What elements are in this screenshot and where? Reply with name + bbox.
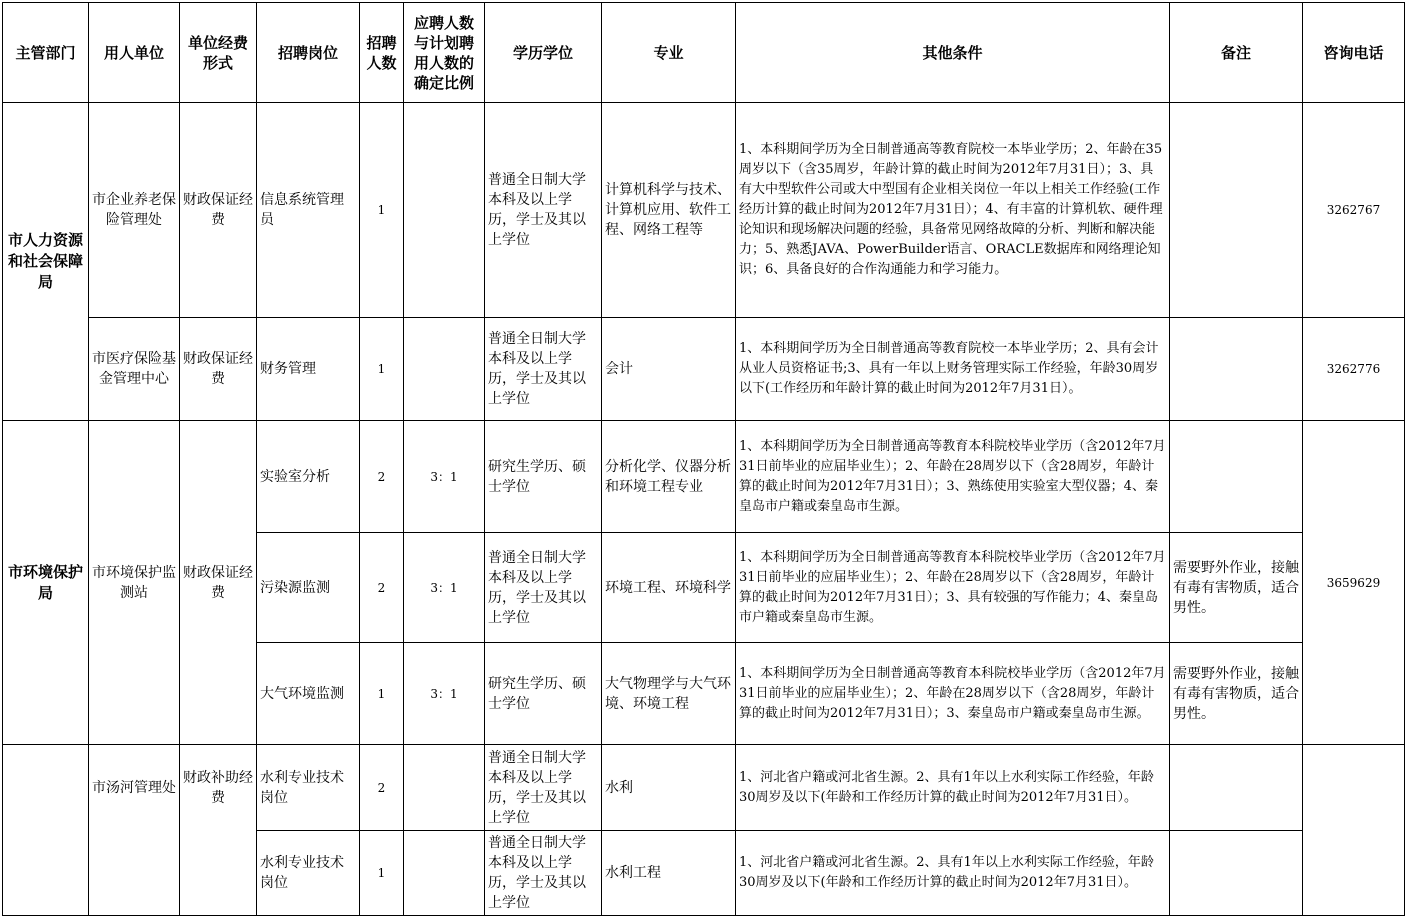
dept-cell: 市环境保护局 <box>3 421 89 745</box>
dept-cell <box>3 745 89 916</box>
header-phone: 咨询电话 <box>1303 3 1405 103</box>
header-position: 招聘岗位 <box>257 3 360 103</box>
table-row <box>3 421 1405 533</box>
position-cell: 实验室分析 <box>257 421 360 533</box>
major-cell: 水利 <box>602 745 736 831</box>
ratio-cell: 3：1 <box>404 421 485 533</box>
education-cell: 研究生学历、硕士学位 <box>485 421 602 533</box>
header-dept: 主管部门 <box>3 3 89 103</box>
unit-cell: 市环境保护监测站 <box>89 421 180 745</box>
phone-cell: 3262767 <box>1303 103 1405 318</box>
table-row <box>3 831 1405 916</box>
remarks-cell: 需要野外作业，接触有毒有害物质，适合男性。 <box>1170 643 1303 745</box>
ratio-cell: 3：1 <box>404 533 485 643</box>
conditions-cell: 1、河北省户籍或河北省生源。2、具有1年以上水利实际工作经验，年龄30周岁及以下(年龄和工作经历计算的截止时间为2012年7月31日）。 <box>736 745 1170 831</box>
unit-cell: 市企业养老保险管理处 <box>89 103 180 318</box>
count-cell: 1 <box>360 831 404 916</box>
remarks-cell <box>1170 318 1303 421</box>
unit-cell: 市医疗保险基金管理中心 <box>89 318 180 421</box>
count-cell: 2 <box>360 421 404 533</box>
remarks-cell <box>1170 831 1303 916</box>
remarks-cell <box>1170 103 1303 318</box>
ratio-cell <box>404 103 485 318</box>
ratio-cell <box>404 745 485 831</box>
education-cell: 普通全日制大学本科及以上学历，学士及其以上学位 <box>485 533 602 643</box>
dept-cell: 市人力资源和社会保障局 <box>3 103 89 421</box>
major-cell: 大气物理学与大气环境、环境工程 <box>602 643 736 745</box>
remarks-cell <box>1170 745 1303 831</box>
major-cell: 计算机科学与技术、计算机应用、软件工程、网络工程等 <box>602 103 736 318</box>
funding-cell: 财政保证经费 <box>180 318 257 421</box>
conditions-cell: 1、本科期间学历为全日制普通高等教育本科院校毕业学历（含2012年7月31日前毕业的应届毕业生）；2、年龄在28周岁以下（含28周岁，年龄计算的截止时间为2012年7月31日）；3、熟练使用实验室大型仪器；4、秦皇岛市户籍或秦皇岛市生源。 <box>736 421 1170 533</box>
conditions-cell: 1、本科期间学历为全日制普通高等教育院校一本毕业学历；2、具有会计从业人员资格证书;3、具有一年以上财务管理实际工作经验，年龄30周岁以下(工作经历和年龄计算的截止时间为2012年7月31日）。 <box>736 318 1170 421</box>
conditions-cell: 1、本科期间学历为全日制普通高等教育本科院校毕业学历（含2012年7月31日前毕业的应届毕业生）；2、年龄在28周岁以下（含28周岁，年龄计算的截止时间为2012年7月31日）；3、具有较强的写作能力；4、秦皇岛市户籍或秦皇岛市生源。 <box>736 533 1170 643</box>
funding-cell: 财政保证经费 <box>180 103 257 318</box>
header-row <box>3 3 1405 103</box>
position-cell: 信息系统管理员 <box>257 103 360 318</box>
position-cell: 大气环境监测 <box>257 643 360 745</box>
conditions-cell: 1、本科期间学历为全日制普通高等教育院校一本毕业学历；2、年龄在35周岁以下（含35周岁，年龄计算的截止时间为2012年7月31日）；3、具有大中型软件公司或大中型国有企业相关岗位一年以上相关工作经验(工作经历计算的截止时间为2012年7月31日）；4、有丰富的计算机软、硬件理论知识和现场解决问题的经验，具备常见网络故障的分析、判断和解决能力；5、熟悉JAVA、PowerBuilder语言、ORACLE数据库和网络理论知识；6、具备良好的合作沟通能力和学习能力。 <box>736 103 1170 318</box>
count-cell: 1 <box>360 103 404 318</box>
phone-cell <box>1303 745 1405 916</box>
header-remarks: 备注 <box>1170 3 1303 103</box>
header-unit: 用人单位 <box>89 3 180 103</box>
major-cell: 环境工程、环境科学 <box>602 533 736 643</box>
ratio-cell <box>404 831 485 916</box>
table-row <box>3 318 1405 421</box>
count-cell: 2 <box>360 533 404 643</box>
position-cell: 水利专业技术岗位 <box>257 745 360 831</box>
table-row <box>3 745 1405 831</box>
major-cell: 分析化学、仪器分析和环境工程专业 <box>602 421 736 533</box>
remarks-cell: 需要野外作业，接触有毒有害物质，适合男性。 <box>1170 533 1303 643</box>
position-cell: 污染源监测 <box>257 533 360 643</box>
recruitment-table <box>2 2 1405 916</box>
phone-cell: 3659629 <box>1303 421 1405 745</box>
ratio-cell: 3：1 <box>404 643 485 745</box>
table-row <box>3 103 1405 318</box>
unit-cell: 市汤河管理处 <box>89 745 180 831</box>
conditions-cell: 1、本科期间学历为全日制普通高等教育本科院校毕业学历（含2012年7月31日前毕业的应届毕业生）；2、年龄在28周岁以下（含28周岁，年龄计算的截止时间为2012年7月31日）；3、秦皇岛市户籍或秦皇岛市生源。 <box>736 643 1170 745</box>
funding-cell: 财政保证经费 <box>180 421 257 745</box>
education-cell: 普通全日制大学本科及以上学历，学士及其以上学位 <box>485 103 602 318</box>
education-cell: 普通全日制大学本科及以上学历，学士及其以上学位 <box>485 318 602 421</box>
ratio-cell <box>404 318 485 421</box>
phone-cell: 3262776 <box>1303 318 1405 421</box>
funding-cell: 财政补助经费 <box>180 745 257 831</box>
education-cell: 研究生学历、硕士学位 <box>485 643 602 745</box>
header-conditions: 其他条件 <box>736 3 1170 103</box>
funding-cell <box>180 831 257 916</box>
position-cell: 水利专业技术岗位 <box>257 831 360 916</box>
header-count: 招聘人数 <box>360 3 404 103</box>
unit-cell <box>89 831 180 916</box>
count-cell: 1 <box>360 643 404 745</box>
header-education: 学历学位 <box>485 3 602 103</box>
header-funding: 单位经费形式 <box>180 3 257 103</box>
education-cell: 普通全日制大学本科及以上学历，学士及其以上学位 <box>485 745 602 831</box>
position-cell: 财务管理 <box>257 318 360 421</box>
header-major: 专业 <box>602 3 736 103</box>
count-cell: 2 <box>360 745 404 831</box>
major-cell: 会计 <box>602 318 736 421</box>
education-cell: 普通全日制大学本科及以上学历，学士及其以上学位 <box>485 831 602 916</box>
header-ratio: 应聘人数与计划聘用人数的确定比例 <box>404 3 485 103</box>
count-cell: 1 <box>360 318 404 421</box>
major-cell: 水利工程 <box>602 831 736 916</box>
remarks-cell <box>1170 421 1303 533</box>
conditions-cell: 1、河北省户籍或河北省生源。2、具有1年以上水利实际工作经验，年龄30周岁及以下(年龄和工作经历计算的截止时间为2012年7月31日）。 <box>736 831 1170 916</box>
